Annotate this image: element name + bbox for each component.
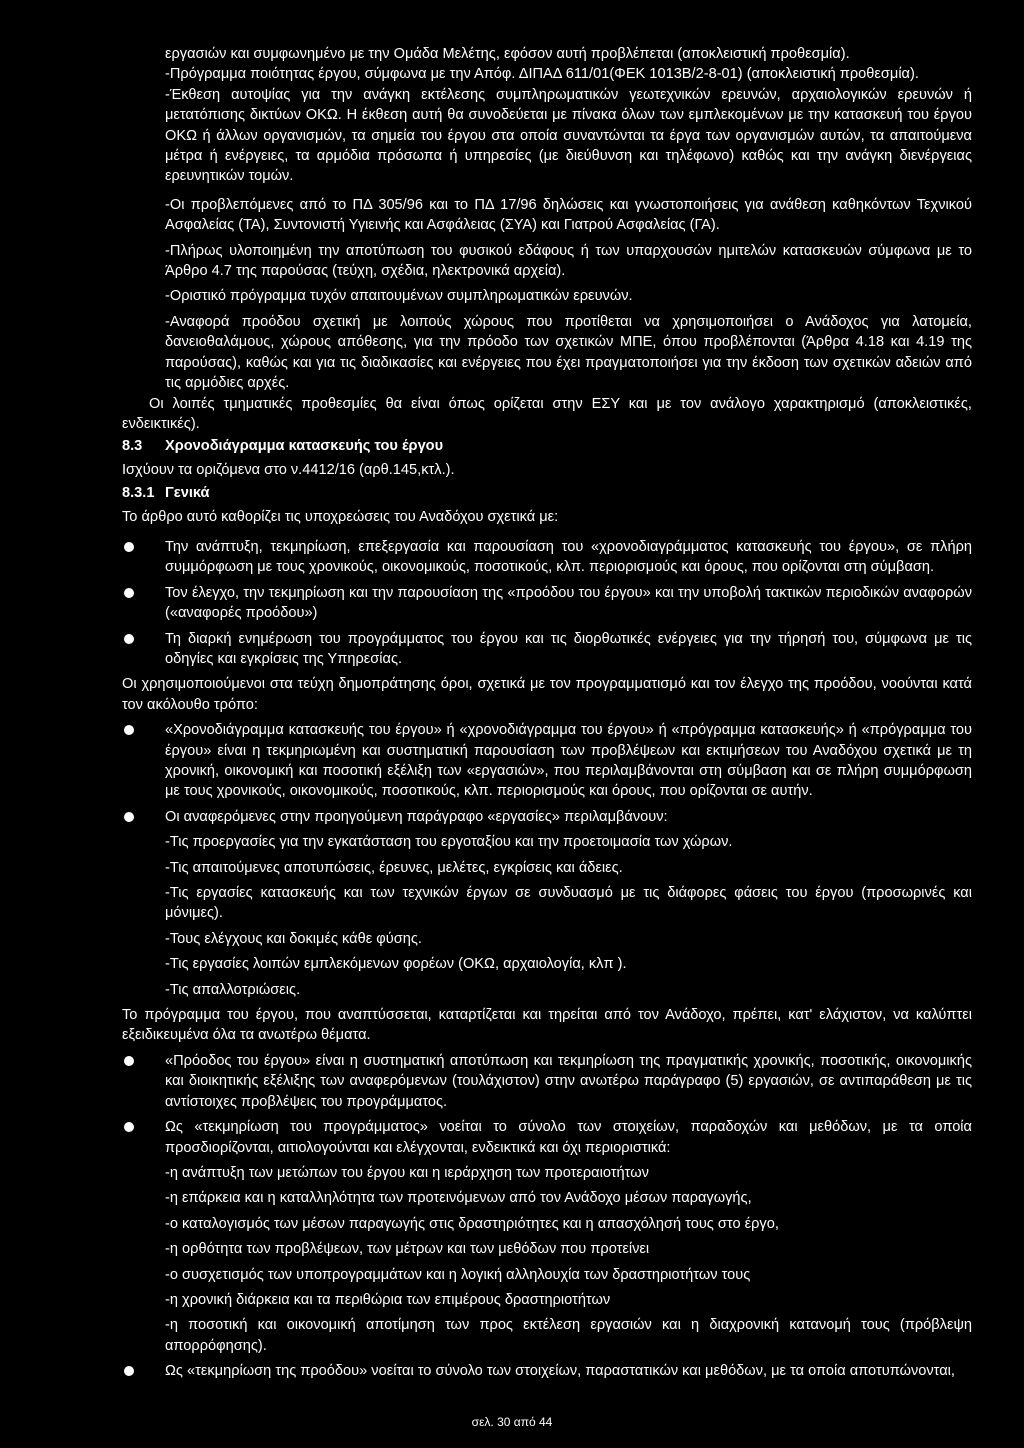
documentation-item: -η χρονική διάρκεια και τα περιθώρια των επιμέρους δραστηριοτήτων <box>165 1291 611 1308</box>
documentation-item: -ο καταλογισμός των μέσων παραγωγής στις δραστηριότητες και η απασχόλησή τους στο έργο, <box>165 1215 779 1232</box>
obligation-item: Τη διαρκή ενημέρωση του προγράμματος του έργου και τις διορθωτικές ενέργειες για την τήρησή του, σύμφωνα με τις οδηγίες και εγκρίσεις της Υπηρεσίας. <box>0 629 1024 670</box>
work-item: -Τους ελέγχους και δοκιμές κάθε φύσης. <box>165 930 422 947</box>
bullet-icon <box>124 1122 134 1132</box>
page-number: σελ. 30 από 44 <box>471 1415 553 1429</box>
documentation-item: -ο συσχετισμός των υποπρογραμμάτων και η λογική αλληλουχία των δραστηριοτήτων τους <box>165 1266 751 1283</box>
terms-intro: Οι χρησιμοποιούμενοι στα τεύχη δημοπράτησης όροι, σχετικά με τον προγραμματισμό και τον έλεγχο της προόδου, νοούνται κατά τον ακόλουθο τρόπο: <box>122 676 972 713</box>
paragraph-top-7: Οι λοιπές τμηματικές προθεσμίες θα είναι όπως ορίζεται στην ΕΣΥ και με τον ανάλογο χαρακτηρισμό (αποκλειστικές, ενδεικτικές). <box>122 395 972 432</box>
obligation-item: Τον έλεγχο, την τεκμηρίωση και την παρουσίαση της «προόδου του έργου» και την υποβολή τακτικών περιοδικών αναφορών («αναφορές προόδου») <box>0 583 1024 624</box>
bullet-icon <box>124 1056 134 1066</box>
section-number: 8.3.1 <box>122 485 155 502</box>
section-heading-8-3-1 <box>0 483 1024 503</box>
work-item: -Τις προεργασίες για την εγκατάσταση του εργοταξίου και την προετοιμασία των χώρων. <box>165 834 733 851</box>
work-item: -Τις απαιτούμενες αποτυπώσεις, έρευνες, μελέτες, εγκρίσεις και άδειες. <box>165 859 623 876</box>
paragraph-top-0: εργασιών και συμφωνημένο με την Ομάδα Μελέτης, εφόσον αυτή προβλέπεται (αποκλειστική προθεσμία). <box>165 46 850 62</box>
progress-item: «Πρόοδος του έργου» είναι η συστηματική αποτύπωση και τεκμηρίωση της πραγματικής χρονικής, ποσοτικής, οικονομικής και διοικητικής εξέλιξης των αναφερόμενων (τουλάχιστον) στην ανωτέρω παράγραφο (5) εργασιών, σε αντιπαράθεση με τις αντίστοιχες προβλέψεις του προγράμματος. <box>0 1051 1024 1112</box>
paragraph-top-6: -Αναφορά προόδου σχετική με λοιπούς χώρους που προτίθεται να χρησιμοποιήσει ο Ανάδοχος για λατομεία, δανειοθαλάμους, χώρους απόθεσης, για την πρόοδο των σχετικών ΜΠΕ, όπου προβλέπονται (Άρθρα 4.18 και 4.19 της παρούσας), καθώς και για τις διαδικασίες και ενέργειες που έχει πραγματοποιήσει για την έκδοση των σχετικών αδειών από τις αρμόδιες αρχές. <box>165 313 972 392</box>
paragraph-top-4: -Πλήρως υλοποιημένη την αποτύπωση του φυσικού εδάφους ή των υπαρχουσών ημιτελών κατασκευών σύμφωνα με το Άρθρο 4.7 της παρούσας (τεύχη, σχέδια, ηλεκτρονικά αρχεία). <box>165 242 972 280</box>
documentation-item: -η ποσοτική και οικονομική αποτίμηση των προς εκτέλεση εργασιών και η διαχρονική κατανομή τους (πρόβλεψη απορρόφησης). <box>165 1317 972 1354</box>
bullet-icon <box>124 542 134 552</box>
section-title: Χρονοδιάγραμμα κατασκευής του έργου <box>165 438 444 455</box>
progress-item: Ως «τεκμηρίωση του προγράμματος» νοείται το σύνολο των στοιχείων, παραδοχών και μεθόδων, με τα οποία προσδιορίζονται, αιτιολογούνται και ελέγχονται, ενδεικτικά και όχι περιοριστικά: <box>0 1117 1024 1158</box>
paragraph-top-3: -Οι προβλεπόμενες από το ΠΔ 305/96 και το ΠΔ 17/96 δηλώσεις και γνωστοποιήσεις για ανάθεση καθηκόντων Τεχνικού Ασφαλείας (ΤΑ), Συντονιστή Υγιεινής και Ασφάλειας (ΣΥΑ) και Γιατρού Ασφαλείας (ΓΑ). <box>165 196 972 234</box>
obligation-item: Την ανάπτυξη, τεκμηρίωση, επεξεργασία και παρουσίαση του «χρονοδιαγράμματος κατασκευής του έργου», σε πλήρη συμμόρφωση με τους χρονικούς, οικονομικούς, ποσοτικούς, κλπ. περιορισμούς και όρους, που ορίζονται στη σύμβαση. <box>0 537 1024 578</box>
documentation-item: -η επάρκεια και η καταλληλότητα των προτεινόμενων από τον Ανάδοχο μέσων παραγωγής, <box>165 1190 752 1207</box>
intro-paragraph: Το άρθρο αυτό καθορίζει τις υποχρεώσεις του Αναδόχου σχετικά με: <box>122 508 559 525</box>
section-title: Γενικά <box>165 485 210 502</box>
bullet-icon <box>124 634 134 644</box>
documentation-item: -η ορθότητα των προβλέψεων, των μέτρων και των μεθόδων που προτείνει <box>165 1241 650 1258</box>
paragraph-top-1: -Πρόγραμμα ποιότητας έργου, σύμφωνα με την Απόφ. ΔΙΠΑΔ 611/01(ΦΕΚ 1013Β/2-8-01) (αποκλειστική προθεσμία). <box>165 66 919 83</box>
section-number: 8.3 <box>122 438 143 455</box>
term-item: «Χρονοδιάγραμμα κατασκευής του έργου» ή «χρονοδιάγραμμα του έργου» ή «πρόγραμμα κατασκευής» ή «πρόγραμμα του έργου» είναι η τεκμηριωμένη και συστηματική παρουσίαση των προβλέψεων και εκτιμήσεων του Αναδόχου σχετικά με τη χρονική, οικονομική και ποσοτική εξέλιξη των «εργασιών», που περιλαμβάνονται στη σύμβαση και σε πλήρη συμμόρφωση με τους χρονικούς, οικονομικούς, ποσοτικούς, κλπ. περιορισμούς και όρους, που ορίζονται σε αυτήν. <box>0 720 1024 802</box>
documentation-item: -η ανάπτυξη των μετώπων του έργου και η ιεράρχηση των προτεραιοτήτων <box>165 1164 649 1181</box>
work-item: -Τις εργασίες λοιπών εμπλεκόμενων φορέων (ΟΚΩ, αρχαιολογία, κλπ ). <box>165 956 627 973</box>
bullet-icon <box>124 588 134 598</box>
work-item: -Τις εργασίες κατασκευής και των τεχνικών έργων σε συνδυασμό με τις διάφορες φάσεις του έργου (προσωρινές και μόνιμες). <box>165 885 972 922</box>
bullet-icon <box>124 725 134 735</box>
bullet-icon <box>124 1366 134 1376</box>
term-item: Οι αναφερόμενες στην προηγούμενη παράγραφο «εργασίες» περιλαμβάνουν: <box>0 807 1024 827</box>
work-item: -Τις απαλλοτριώσεις. <box>165 981 301 998</box>
paragraph-top-5: -Οριστικό πρόγραμμα τυχόν απαιτουμένων συμπληρωματικών ερευνών. <box>165 288 633 305</box>
bullet-icon <box>124 812 134 822</box>
section-heading-8-3 <box>0 436 1024 456</box>
paragraph-top-2: -Έκθεση αυτοψίας για την ανάγκη εκτέλεσης συμπληρωματικών γεωτεχνικών ερευνών, αρχαιολογικών ερευνών ή μετατόπισης δικτύων ΟΚΩ. Η έκθεση αυτή θα συνοδεύεται με πίνακα όλων των εμπλεκομένων με την κατασκευή του έργου ΟΚΩ ή άλλων οργανισμών, τα σημεία του έργου στα οποία συναντώνται τα έργα των οργανισμών αυτών, τα απαιτούμενα μέτρα ή ενέργειες, τα αρμόδια πρόσωπα ή υπηρεσίες (με διεύθυνση και τηλέφωνο) καθώς και την ανάγκη διενέργειας ερευνητικών τομών. <box>165 86 972 185</box>
program-paragraph: Το πρόγραμμα του έργου, που αναπτύσσεται, καταρτίζεται και τηρείται από τον Ανάδοχο, πρέπει, κατ' ελάχιστον, να καλύπτει εξειδικευμένα όλα τα ανωτέρω θέματα. <box>122 1007 972 1044</box>
last-item: Ως «τεκμηρίωση της προόδου» νοείται το σύνολο των στοιχείων, παραστατικών και μεθόδων, με τα οποία αποτυπώνονται, <box>0 1361 1024 1381</box>
validity-line: Ισχύουν τα οριζόμενα στο ν.4412/16 (αρθ.145,κτλ.). <box>122 461 455 478</box>
